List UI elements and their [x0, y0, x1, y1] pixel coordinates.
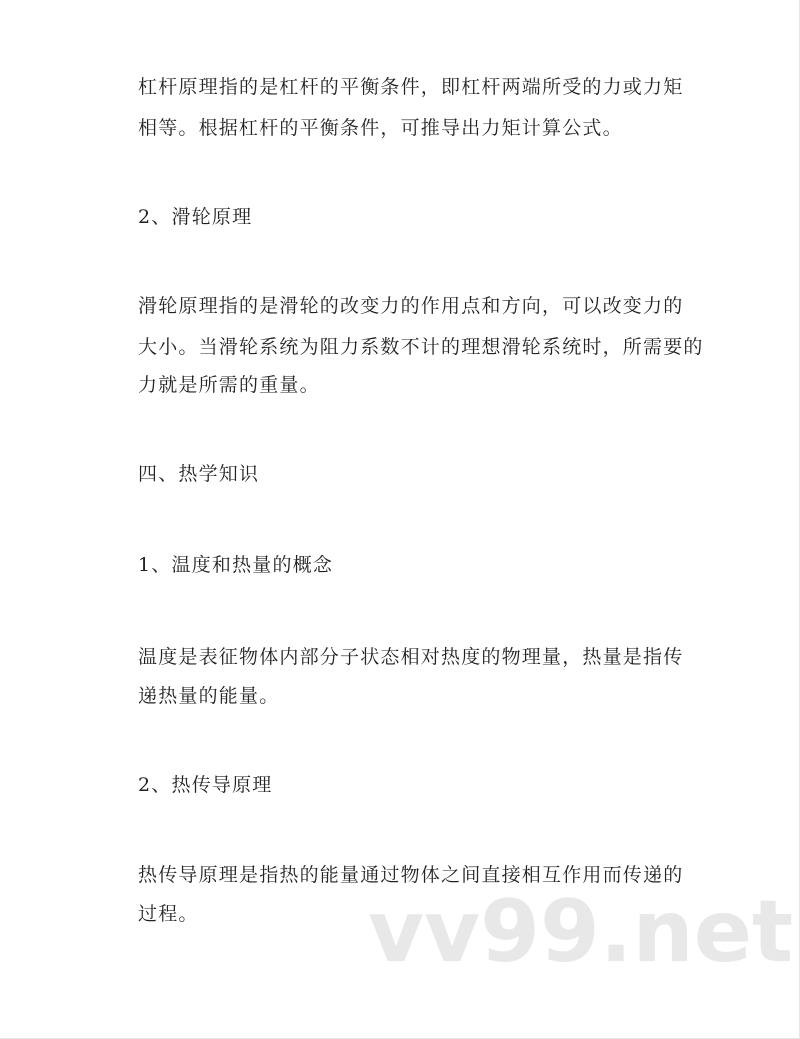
paragraph-line: 热传导原理是指热的能量通过物体之间直接相互作用而传递的 [138, 864, 684, 886]
paragraph-line: 温度是表征物体内部分子状态相对热度的物理量，热量是指传 [138, 646, 684, 668]
paragraph-line: 相等。根据杠杆的平衡条件，可推导出力矩计算公式。 [138, 117, 623, 139]
section-heading: 2、滑轮原理 [138, 206, 253, 228]
section-heading: 1、温度和热量的概念 [138, 554, 334, 576]
paragraph-line: 滑轮原理指的是滑轮的改变力的作用点和方向，可以改变力的 [138, 295, 684, 317]
paragraph-line: 递热量的能量。 [138, 685, 280, 707]
watermark: vv99.net [368, 882, 794, 982]
chapter-heading: 四、热学知识 [138, 463, 260, 485]
paragraph-line: 过程。 [138, 903, 199, 925]
paragraph-line: 杠杆原理指的是杠杆的平衡条件，即杠杆两端所受的力或力矩 [138, 76, 684, 98]
paragraph-line: 力就是所需的重量。 [138, 374, 320, 396]
paragraph-line: 大小。当滑轮系统为阻力系数不计的理想滑轮系统时，所需要的 [138, 336, 704, 358]
section-heading: 2、热传导原理 [138, 774, 273, 796]
